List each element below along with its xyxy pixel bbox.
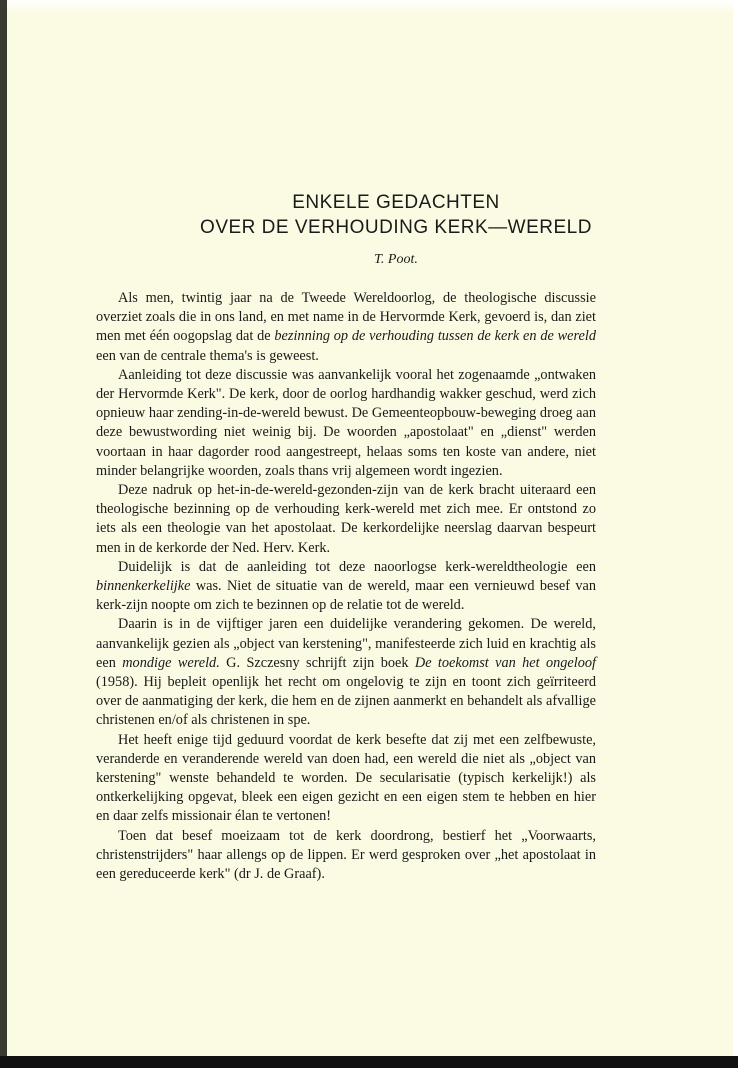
page-top-edge: [0, 0, 738, 14]
article-body: [96, 289, 596, 884]
paragraph-2: Aanleiding tot deze discussie was aanvankelijk vooral het zogenaamde „ontwaken der Hervormde Kerk". De kerk, door de oorlog hardhandig wakker geschud, werd zich opnieuw haar zending-in-de-wereld bewust. De Gemeenteopbouw-beweging droeg aan deze bewustwording niet weinig bij. De woorden „apostolaat" en „dienst" werden voortaan in haar dagorder rood aangestreept, helaas soms ten koste van andere, niet minder belangrijke woorden, zoals thans vrij algemeen wordt ingezien.: [96, 366, 596, 479]
paragraph-6: Het heeft enige tijd geduurd voordat de kerk besefte dat zij met een zelfbewuste, veranderde en veranderende wereld van doen had, een wereld die niet als „object van kerstening" wenste behandeld te worden. De secularisatie (typisch kerkelijk!) als ontkerkelijking opgevat, bleek een eigen gezicht en een eigen stem te hebben en hier en daar zelfs missionair élan te vertonen!: [96, 731, 596, 825]
article-title: [96, 190, 696, 240]
paragraph-1: Als men, twintig jaar na de Tweede Wereldoorlog, de theologische discussie overziet zoals die in ons land, en met name in de Hervormde Kerk, gevoerd is, dan ziet men met één oogopslag dat de bezinning op de verhouding tussen de kerk en de wereld een van de centrale thema's is geweest.: [96, 290, 596, 364]
paragraph-5: Daarin is in de vijftiger jaren een duidelijke verandering gekomen. De wereld, aanvankelijk gezien als „object van kerstening", manifesteerde zich luid en krachtig als een mondige wereld. G. Szczesny schrijft zijn boek De toekomst van het ongeloof (1958). Hij bepleit openlijk het recht om ongelovig te zijn en toont zich geïrriteerd over de aanmatiging der kerk, die hem en de zijnen aanmerkt en behandelt als afvallige christenen en/of als christenen in spe.: [96, 616, 597, 729]
paragraph-3: Deze nadruk op het-in-de-wereld-gezonden-zijn van de kerk bracht uiteraard een theologische bezinning op de verhouding kerk-wereld met zich mee. Er ontstond zo iets als een theologie van het apostolaat. De kerkordelijke neerslag daarvan bespeurt men in de kerkorde der Ned. Herv. Kerk.: [96, 482, 596, 556]
page-right-edge: [733, 0, 738, 1068]
paragraph-7: Toen dat besef moeizaam tot de kerk doordrong, bestierf het „Voorwaarts, christenstrijders" haar allengs op de lippen. Er werd gesproken over „het apostolaat in een gereduceerde kerk" (dr J. de Graaf).: [96, 827, 596, 883]
title-line-2: OVER DE VERHOUDING KERK—WERELD: [200, 217, 592, 238]
title-line-1: ENKELE GEDACHTEN: [292, 192, 500, 213]
article-author: T. Poot.: [374, 252, 418, 267]
page-left-binding-edge: [0, 0, 7, 1068]
paragraph-4: Duidelijk is dat de aanleiding tot deze naoorlogse kerk-wereldtheologie een binnenkerkelijke was. Niet de situatie van de wereld, maar een vernieuwd besef van kerk-zijn noopte om zich te bezinnen op de relatie tot de wereld.: [96, 558, 596, 614]
page-bottom-edge: [0, 1056, 738, 1068]
